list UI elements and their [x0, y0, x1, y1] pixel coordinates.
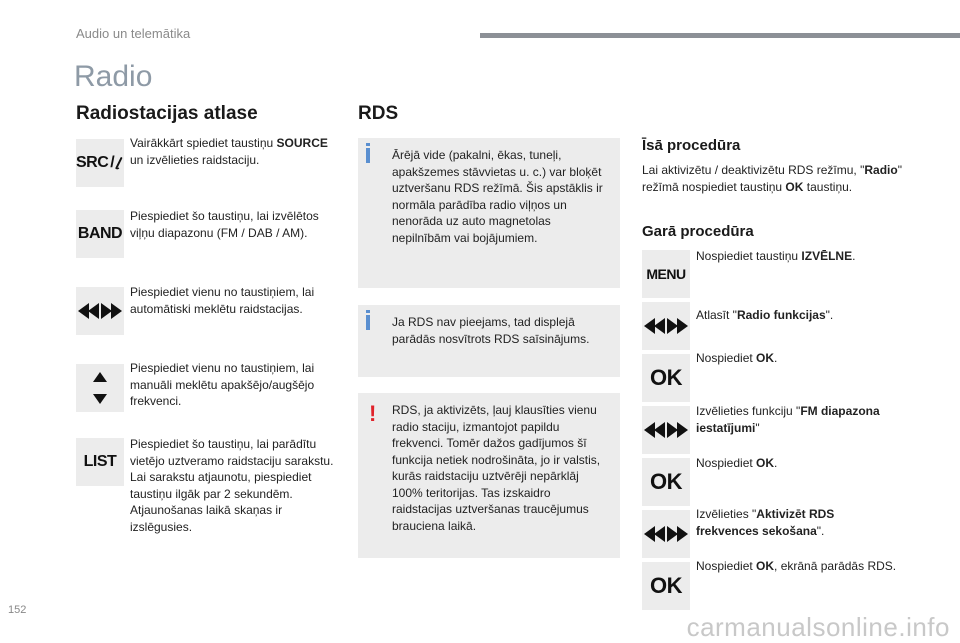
- rds-note-unavailable: Ja RDS nav pieejams, tad displejā parādās nosvītrots RDS saīsinājums.: [358, 305, 620, 377]
- long-step-2: Atlasīt "Radio funkcijas".: [696, 308, 834, 322]
- band-button-icon: BAND: [76, 210, 124, 258]
- seek-arrows-icon: [642, 302, 690, 350]
- seek-arrows-icon: [76, 287, 124, 335]
- seek-arrows-icon: [642, 510, 690, 558]
- manual-seek-instruction: Piespiediet vienu no taustiņiem, lai manuāli meklētu apakšējo/augšējo frekvenci.: [130, 361, 315, 408]
- warning-icon: !: [369, 401, 377, 426]
- auto-seek-instruction: Piespiediet vienu no taustiņiem, lai automātiski meklētu raidstacijas.: [130, 285, 315, 316]
- long-step-3: Nospiediet OK.: [696, 351, 778, 365]
- seek-arrows-icon: [642, 406, 690, 454]
- short-procedure-text: Lai aktivizētu / deaktivizētu RDS režīmu, "Radio" režīmā nospiediet taustiņu OK taustiņu.: [642, 163, 902, 194]
- list-button-icon: LIST: [76, 438, 124, 486]
- section-header: Audio un telemātika: [76, 26, 191, 41]
- menu-button-icon: MENU: [642, 250, 690, 298]
- watermark: carmanualsonline.info: [686, 612, 950, 642]
- info-icon: [366, 315, 370, 330]
- rds-note-warning: ! RDS, ja aktivizēts, ļauj klausīties vienu radio staciju, izmantojot papildu frekvenci. Tomēr dažos gadījumos šī funkcija netiek nodrošināta, jo ir valstis, kurās raidstaciju uztvērēji nepārklāj 100% teritorijas. Tas izskaidro raidstacijas uztveršanas traucējumus brauciena laikā.: [358, 393, 620, 558]
- band-instruction: Piespiediet šo taustiņu, lai izvēlētos viļņu diapazonu (FM / DAB / AM).: [130, 209, 319, 240]
- rds-note-environment: Ārējā vide (pakalni, ēkas, tuneļi, apakšzemes stāvvietas u. c.) var bloķēt uztveršanu RDS režīmā. Šis apstāklis ir normāla parādība radio viļņos un nenorāda uz auto magnetolas nepilnībām vai bojājumiem.: [358, 138, 620, 288]
- list-instruction: Piespiediet šo taustiņu, lai parādītu vietējo uztveramo raidstaciju sarakstu. Lai sarakstu atjaunotu, piespiediet taustiņu ilgāk par 2 sekundēm. Atjaunošanas laikā skaņas ir izslēgusies.: [130, 437, 334, 534]
- short-procedure-heading: Īsā procedūra: [642, 137, 741, 154]
- info-icon: [366, 148, 370, 163]
- ok-button-icon: OK: [642, 458, 690, 506]
- src-instruction: Vairākkārt spiediet taustiņu SOURCE un izvēlieties raidstaciju.: [130, 136, 328, 167]
- long-step-1: Nospiediet taustiņu IZVĒLNE.: [696, 249, 856, 263]
- ok-button-icon: OK: [642, 562, 690, 610]
- long-procedure-heading: Garā procedūra: [642, 223, 754, 240]
- long-step-5: Nospiediet OK.: [696, 456, 778, 470]
- page-title: Radio: [74, 60, 153, 93]
- page-number: 152: [8, 604, 27, 616]
- up-down-arrows-icon: [76, 364, 124, 412]
- long-step-4: Izvēlieties funkciju "FM diapazona iestatījumi": [696, 404, 880, 435]
- rds-heading: RDS: [358, 103, 399, 124]
- src-button-icon: SRC /: [76, 139, 124, 187]
- radio-selection-heading: Radiostacijas atlase: [76, 103, 258, 124]
- long-step-7: Nospiediet OK, ekrānā parādās RDS.: [696, 559, 897, 573]
- header-bar: [480, 33, 960, 38]
- long-step-6: Izvēlieties "Aktivizēt RDS frekvences sekošana".: [696, 507, 835, 538]
- ok-button-icon: OK: [642, 354, 690, 402]
